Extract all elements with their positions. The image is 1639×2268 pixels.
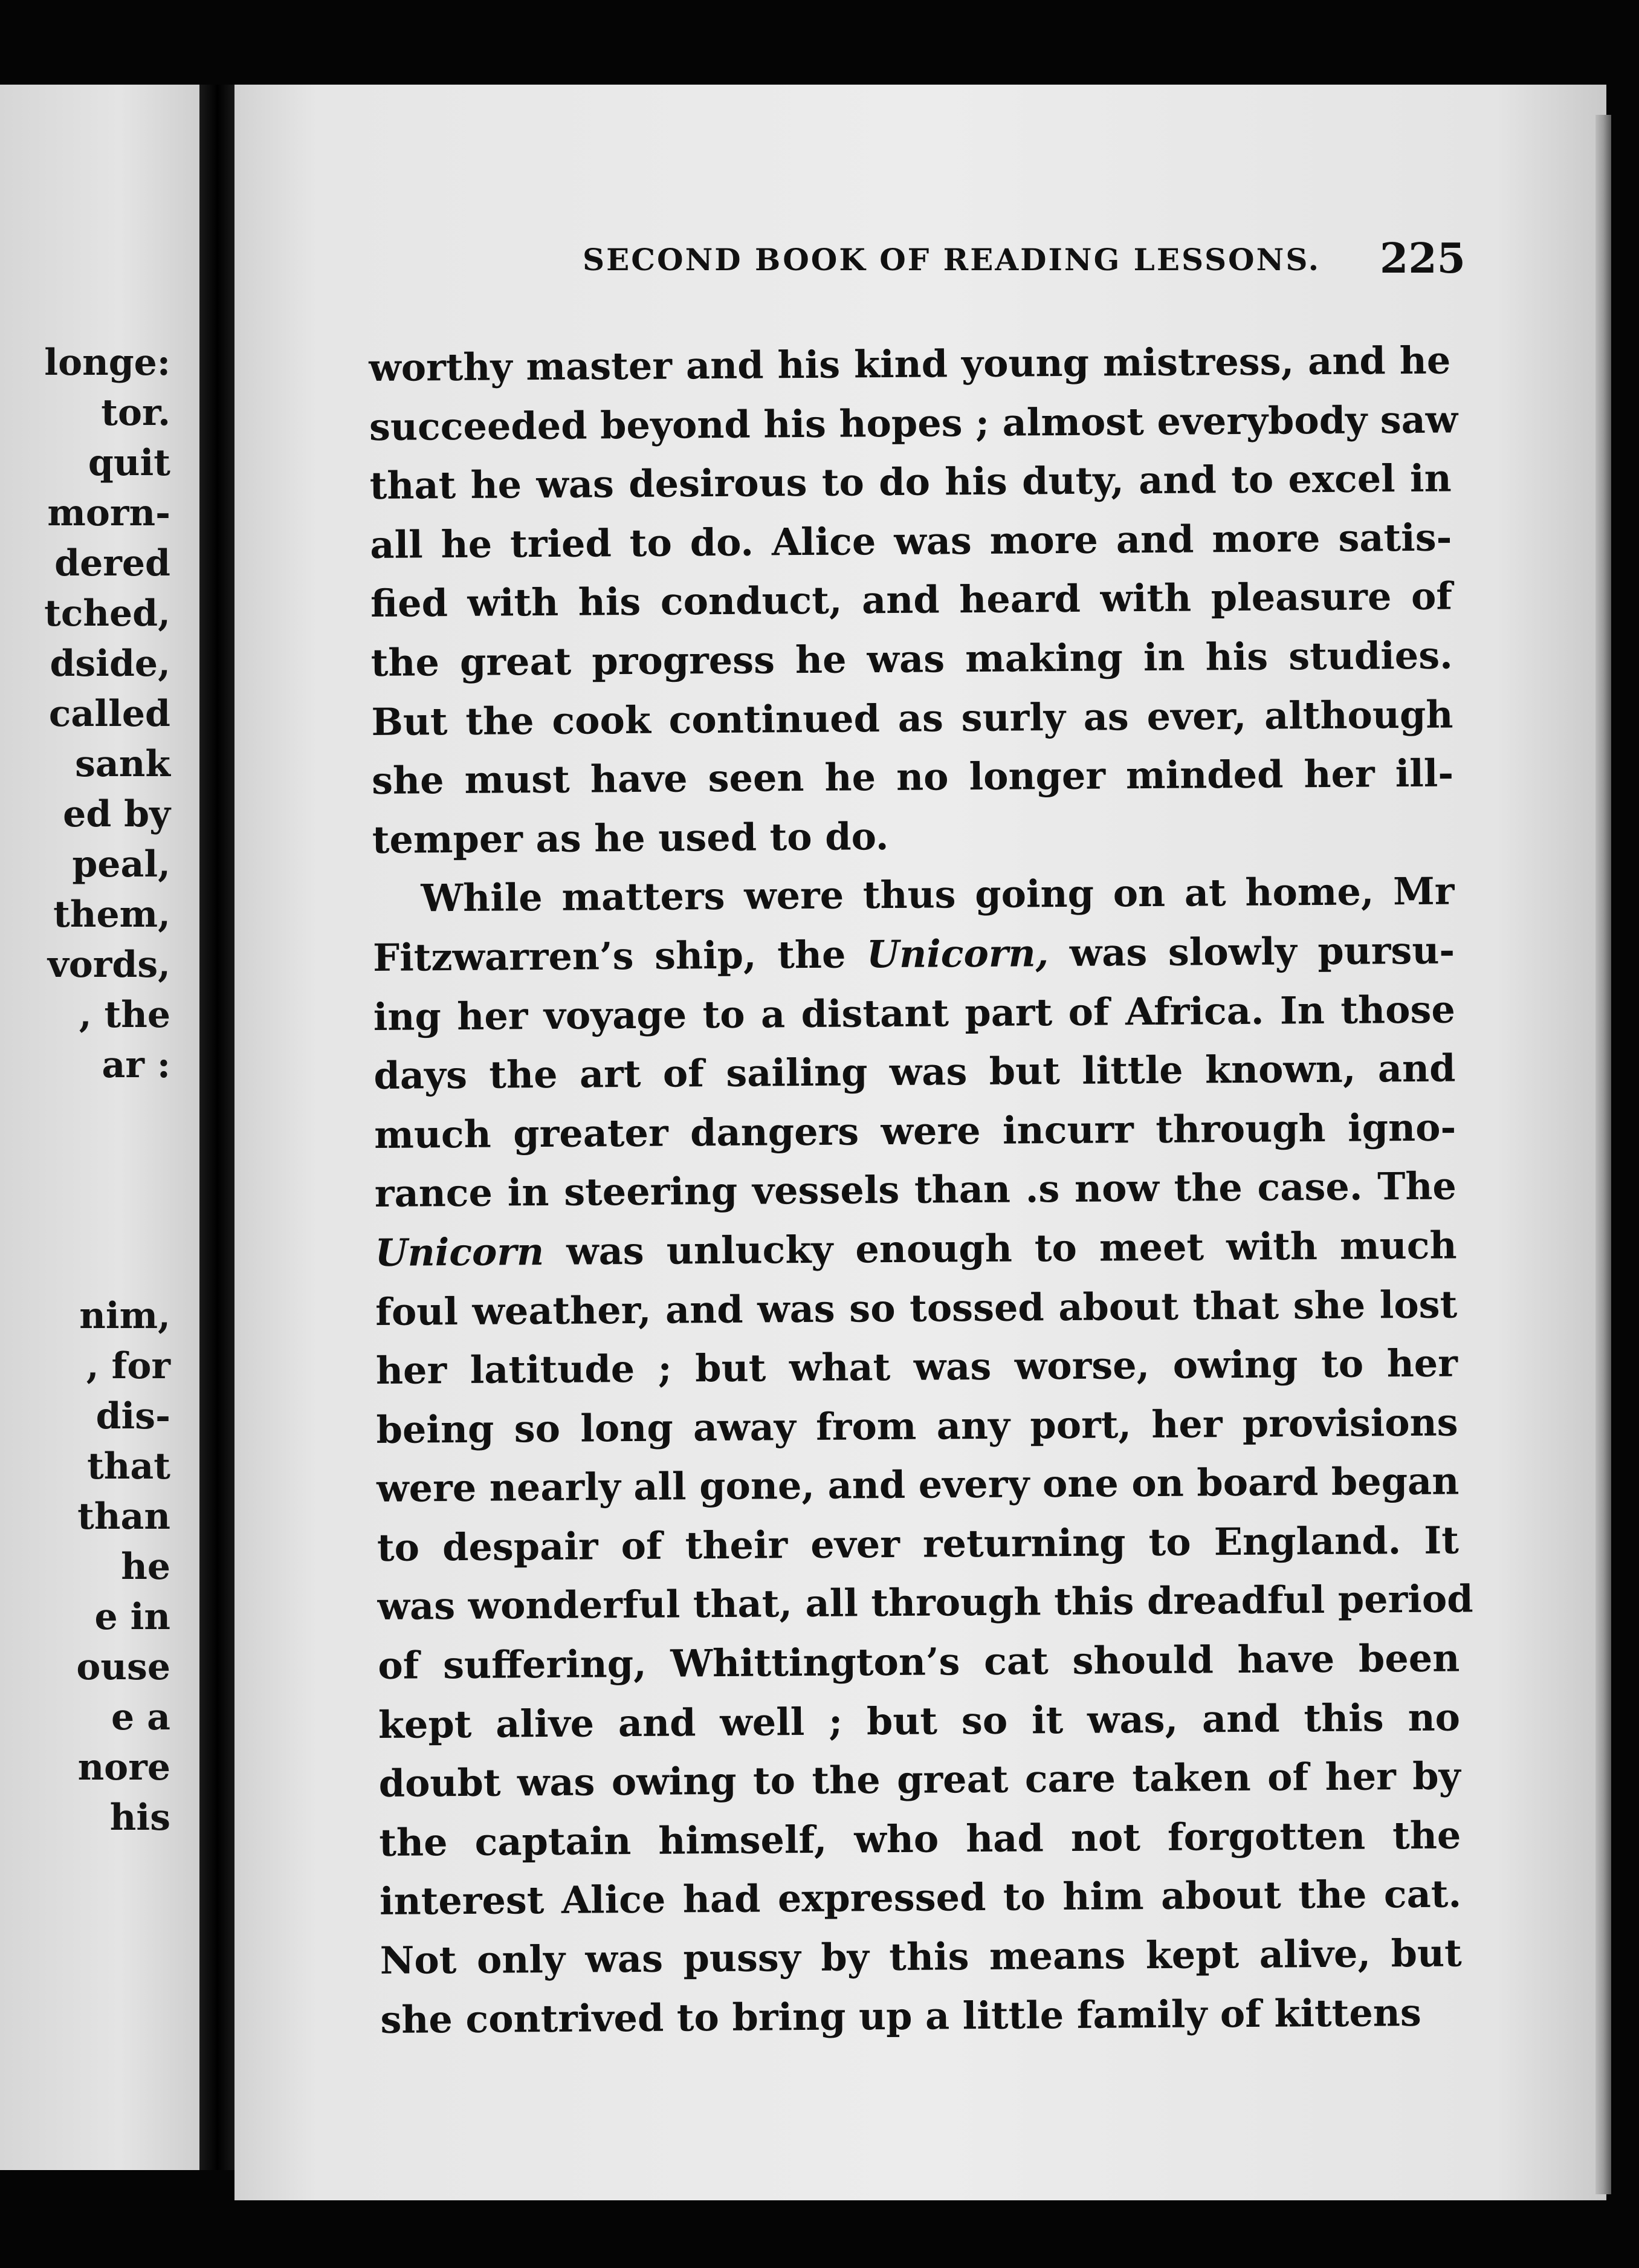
left-page-line-fragment: them, [53, 893, 170, 936]
body-line: to despair of their ever returning to England. It [377, 1518, 1460, 1570]
body-line: she contrived to bring up a little family of kittens [380, 1990, 1421, 2042]
body-line [373, 921, 1455, 987]
body-line: being so long away from any port, her provisions [376, 1400, 1458, 1452]
left-page-line-fragment: that [87, 1445, 170, 1488]
body-line-text: Fitzwarren’s ship, the [372, 932, 867, 980]
body-line: Not only was pussy by this means kept alive, but [380, 1931, 1462, 1983]
left-page-line-fragment: , the [79, 994, 170, 1036]
left-page-line-fragment: dside, [50, 643, 170, 685]
left-page-line-fragment: tor. [101, 392, 170, 434]
body-line: her latitude ; but what was worse, owing to her [375, 1341, 1458, 1393]
body-line: days the art of sailing was but little known, and [373, 1046, 1456, 1098]
body-line-text: was slowly pursu- [1048, 928, 1455, 976]
left-page-line-fragment: peal, [72, 843, 170, 886]
page-edge-shadow [1595, 115, 1611, 2194]
body-text [369, 331, 1473, 2050]
left-page-line-fragment: he [121, 1546, 170, 1588]
body-line: she must have seen he no longer minded her ill- [371, 751, 1454, 803]
left-page-line-fragment: vords, [47, 944, 170, 986]
left-page-line-fragment: nim, [79, 1295, 170, 1337]
left-page-line-fragment: dered [54, 542, 170, 585]
body-line-text: was unlucky enough to meet with much [543, 1223, 1457, 1274]
left-page-line-fragment: dis- [95, 1395, 170, 1437]
body-line: foul weather, and was so tossed about that she lost [375, 1281, 1458, 1334]
body-line: all he tried to do. Alice was more and more satis- [370, 515, 1452, 567]
left-page-line-fragment: his [109, 1797, 170, 1839]
body-line: succeeded beyond his hopes ; almost everybody saw [369, 397, 1458, 449]
page-number: 225 [1380, 235, 1466, 283]
body-line: kept alive and well ; but so it was, and this no [378, 1695, 1461, 1747]
body-line: doubt was owing to the great care taken of her by [378, 1754, 1461, 1806]
body-line: interest Alice had expressed to him about the cat. [379, 1871, 1462, 1924]
left-page-line-fragment: quit [88, 442, 170, 484]
body-line: much greater dangers were incurr through igno- [373, 1105, 1456, 1157]
left-page-fragment [0, 85, 199, 2170]
body-line: the great progress he was making in his studies. [370, 633, 1453, 685]
body-line: that he was desirous to do his duty, and to excel in [369, 456, 1452, 508]
left-page-line-fragment: , for [86, 1345, 170, 1387]
body-line: of suffering, Whittington’s cat should have been [378, 1636, 1460, 1688]
body-line: fied with his conduct, and heard with pleasure of [370, 574, 1453, 626]
body-line: was wonderful that, all through this dreadful period [377, 1576, 1473, 1629]
body-line: But the cook continued as surly as ever, although [371, 692, 1453, 744]
left-page-line-fragment: tched, [44, 592, 170, 635]
body-line [375, 1216, 1457, 1282]
left-page-line-fragment: ed by [63, 793, 170, 835]
body-line: rance in steering vessels than .s now the case. The [374, 1164, 1457, 1216]
left-page-line-fragment: longe: [44, 342, 170, 384]
body-line: ing her voyage to a distant part of Africa. In those [373, 987, 1456, 1039]
ship-name-italic: Unicorn [375, 1229, 545, 1275]
body-line: were nearly all gone, and every one on board began [377, 1459, 1460, 1511]
body-line: worthy master and his kind young mistress, and he [369, 338, 1451, 390]
left-page-line-fragment: sank [75, 743, 170, 785]
left-page-line-fragment: nore [77, 1746, 170, 1789]
ship-name-italic: Unicorn, [866, 931, 1049, 977]
running-title: SECOND BOOK OF READING LESSONS. [583, 242, 1321, 277]
left-page-line-fragment: e a [111, 1696, 170, 1738]
left-page-line-fragment: e in [94, 1596, 170, 1638]
left-page-line-fragment: than [77, 1495, 170, 1538]
left-page-line-fragment: ouse [76, 1646, 170, 1688]
body-line: temper as he used to do. [372, 814, 889, 862]
body-line: the captain himself, who had not forgotten the [379, 1813, 1461, 1865]
left-page-line-fragment: ar : [102, 1044, 170, 1086]
book-gutter [199, 85, 236, 2170]
left-page-line-fragment: morn- [47, 492, 170, 534]
body-line: While matters were thus going on at home, Mr [421, 869, 1455, 921]
left-page-line-fragment: called [48, 693, 170, 735]
